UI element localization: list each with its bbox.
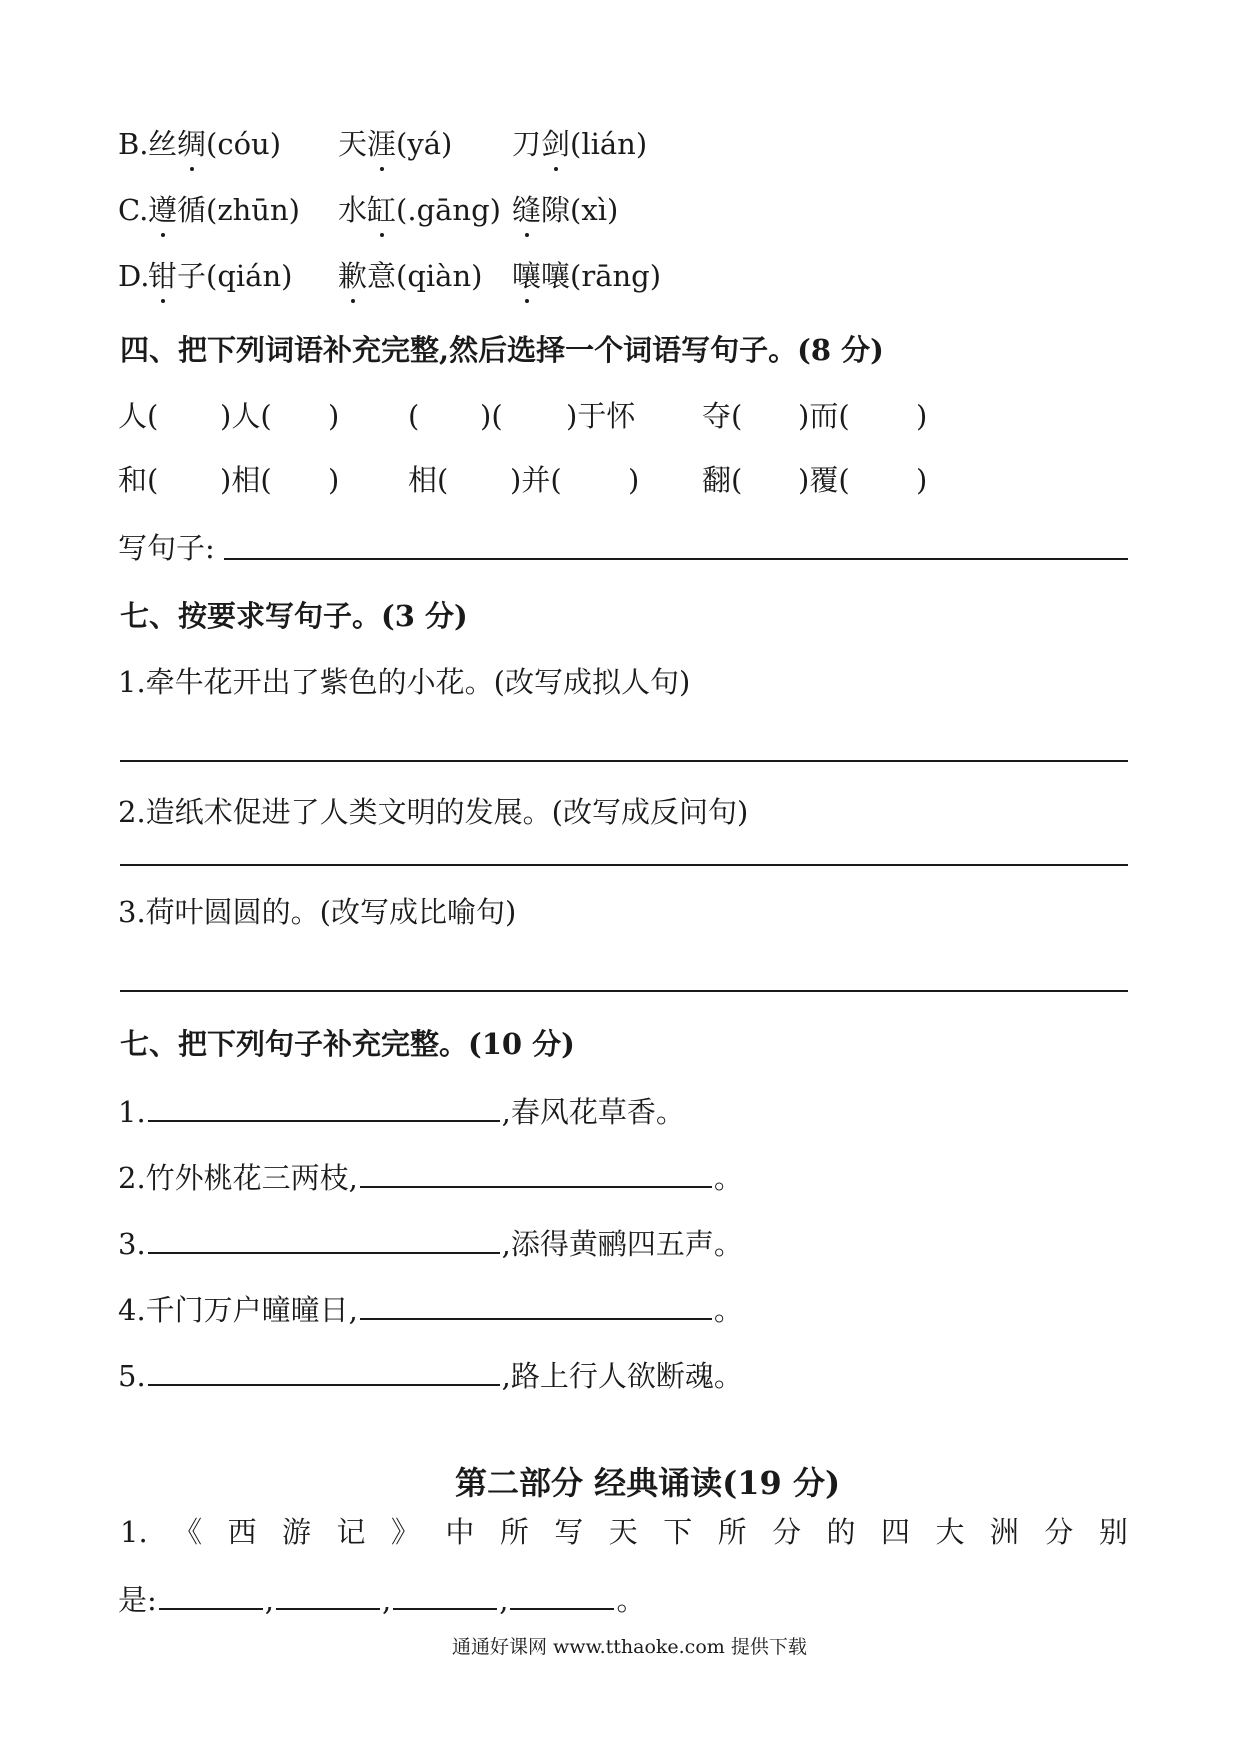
question-char: 天 [608, 1515, 638, 1549]
question-char: 所 [499, 1515, 529, 1549]
word-with-pinyin [338, 192, 501, 228]
word-with-pinyin [512, 258, 661, 294]
answer-line-3[interactable] [120, 990, 1128, 992]
poem-line [118, 1160, 743, 1196]
pinyin: (qián) [206, 259, 293, 293]
question-char: 所 [717, 1515, 747, 1549]
continent-blank[interactable] [159, 1584, 263, 1610]
word-with-pinyin [512, 192, 618, 228]
word-with-pinyin [148, 192, 300, 228]
poem-prefix: 4.千门万户曈曈日, [118, 1293, 358, 1327]
word-with-pinyin [338, 258, 482, 294]
char-dotted: 嚷 [512, 259, 542, 293]
char-dotted: 钳 [148, 259, 178, 293]
question-char: 下 [663, 1515, 693, 1549]
part-2-title: 第二部分 经典诵读(19 分) [455, 1464, 841, 1502]
question-char: 大 [935, 1515, 965, 1549]
pinyin: (.gāng) [396, 193, 501, 227]
option-label: C. [118, 193, 149, 227]
poem-blank[interactable] [148, 1360, 500, 1386]
question-char: 洲 [989, 1515, 1019, 1549]
pinyin: (zhūn) [206, 193, 300, 227]
question-char: 西 [227, 1515, 257, 1549]
char-dotted: 缝 [512, 193, 542, 227]
poem-prefix: 3. [118, 1227, 146, 1261]
pinyin: (lián) [570, 127, 648, 161]
question-char: 1. [120, 1515, 148, 1549]
char-plain: 意 [367, 259, 397, 293]
char-dotted: 剑 [541, 127, 571, 161]
char-dotted: 遵 [148, 193, 178, 227]
question-char: 写 [554, 1515, 584, 1549]
poem-suffix: 。 [713, 1293, 743, 1327]
question-char: 四 [881, 1515, 911, 1549]
char-dotted: 歉 [338, 259, 368, 293]
pinyin: (qiàn) [396, 259, 483, 293]
write-sentence-line[interactable] [224, 558, 1128, 560]
char-plain: 隙 [541, 193, 571, 227]
char-dotted: 涯 [367, 127, 397, 161]
separator: , [264, 1583, 274, 1617]
separator: , [382, 1583, 392, 1617]
answer-line-2[interactable] [120, 864, 1128, 866]
poem-suffix: 。 [713, 1161, 743, 1195]
char-plain: 子 [177, 259, 207, 293]
question-char: 记 [336, 1515, 366, 1549]
pinyin: (xì) [570, 193, 619, 227]
char-plain: 丝 [148, 127, 178, 161]
poem-line [118, 1358, 743, 1394]
write-sentence-label: 写句子: [118, 531, 215, 565]
rewrite-question-3: 3.荷叶圆圆的。(改写成比喻句) [118, 895, 517, 929]
poem-suffix: ,春风花草香。 [501, 1095, 685, 1129]
poem-blank[interactable] [360, 1294, 712, 1320]
poem-line [118, 1292, 743, 1328]
poem-prefix: 1. [118, 1095, 146, 1129]
section-7b-title: 七、把下列句子补充完整。(10 分) [120, 1027, 575, 1061]
question-char: 《 [173, 1515, 203, 1549]
word-with-pinyin [512, 126, 647, 162]
char-dotted: 缸 [367, 193, 397, 227]
pinyin: (cóu) [206, 127, 282, 161]
word-with-pinyin [148, 126, 281, 162]
continent-blank[interactable] [276, 1584, 380, 1610]
continent-blank[interactable] [510, 1584, 614, 1610]
option-label: B. [118, 127, 149, 161]
poem-line [118, 1226, 743, 1262]
rewrite-question-1: 1.牵牛花开出了紫色的小花。(改写成拟人句) [118, 665, 691, 699]
char-plain: 刀 [512, 127, 542, 161]
word-with-pinyin [148, 258, 292, 294]
char-plain: 水 [338, 193, 368, 227]
pinyin: (yá) [396, 127, 453, 161]
footer-source: 通通好课网 www.tthaoke.com 提供下载 [452, 1636, 807, 1658]
poem-suffix: ,路上行人欲断魂。 [501, 1359, 743, 1393]
question-char: 别 [1098, 1515, 1128, 1549]
separator: , [499, 1583, 509, 1617]
poem-prefix: 2.竹外桃花三两枝, [118, 1161, 358, 1195]
poem-blank[interactable] [148, 1228, 500, 1254]
char-plain: 循 [177, 193, 207, 227]
char-plain: 嚷 [541, 259, 571, 293]
word-with-pinyin [338, 126, 452, 162]
classic-question-1 [120, 1514, 1128, 1550]
pinyin: (rāng) [570, 259, 662, 293]
continent-blank[interactable] [393, 1584, 497, 1610]
answer-prefix: 是: [118, 1583, 157, 1617]
question-char: 分 [1044, 1515, 1074, 1549]
separator: 。 [616, 1583, 646, 1617]
answer-line-1[interactable] [120, 760, 1128, 762]
char-dotted: 绸 [177, 127, 207, 161]
question-char: 中 [445, 1515, 475, 1549]
question-char: 》 [390, 1515, 420, 1549]
poem-prefix: 5. [118, 1359, 146, 1393]
question-char: 的 [826, 1515, 856, 1549]
option-label: D. [118, 259, 150, 293]
poem-blank[interactable] [360, 1162, 712, 1188]
classic-question-1-answers [118, 1582, 645, 1618]
poem-suffix: ,添得黄鹂四五声。 [501, 1227, 743, 1261]
rewrite-question-2: 2.造纸术促进了人类文明的发展。(改写成反问句) [118, 795, 749, 829]
question-char: 分 [772, 1515, 802, 1549]
section-7a-title: 七、按要求写句子。(3 分) [120, 599, 468, 633]
poem-blank[interactable] [148, 1096, 500, 1122]
question-char: 游 [282, 1515, 312, 1549]
char-plain: 天 [338, 127, 368, 161]
poem-line [118, 1094, 685, 1130]
section-4-title: 四、把下列词语补充完整,然后选择一个词语写句子。(8 分) [120, 333, 884, 367]
